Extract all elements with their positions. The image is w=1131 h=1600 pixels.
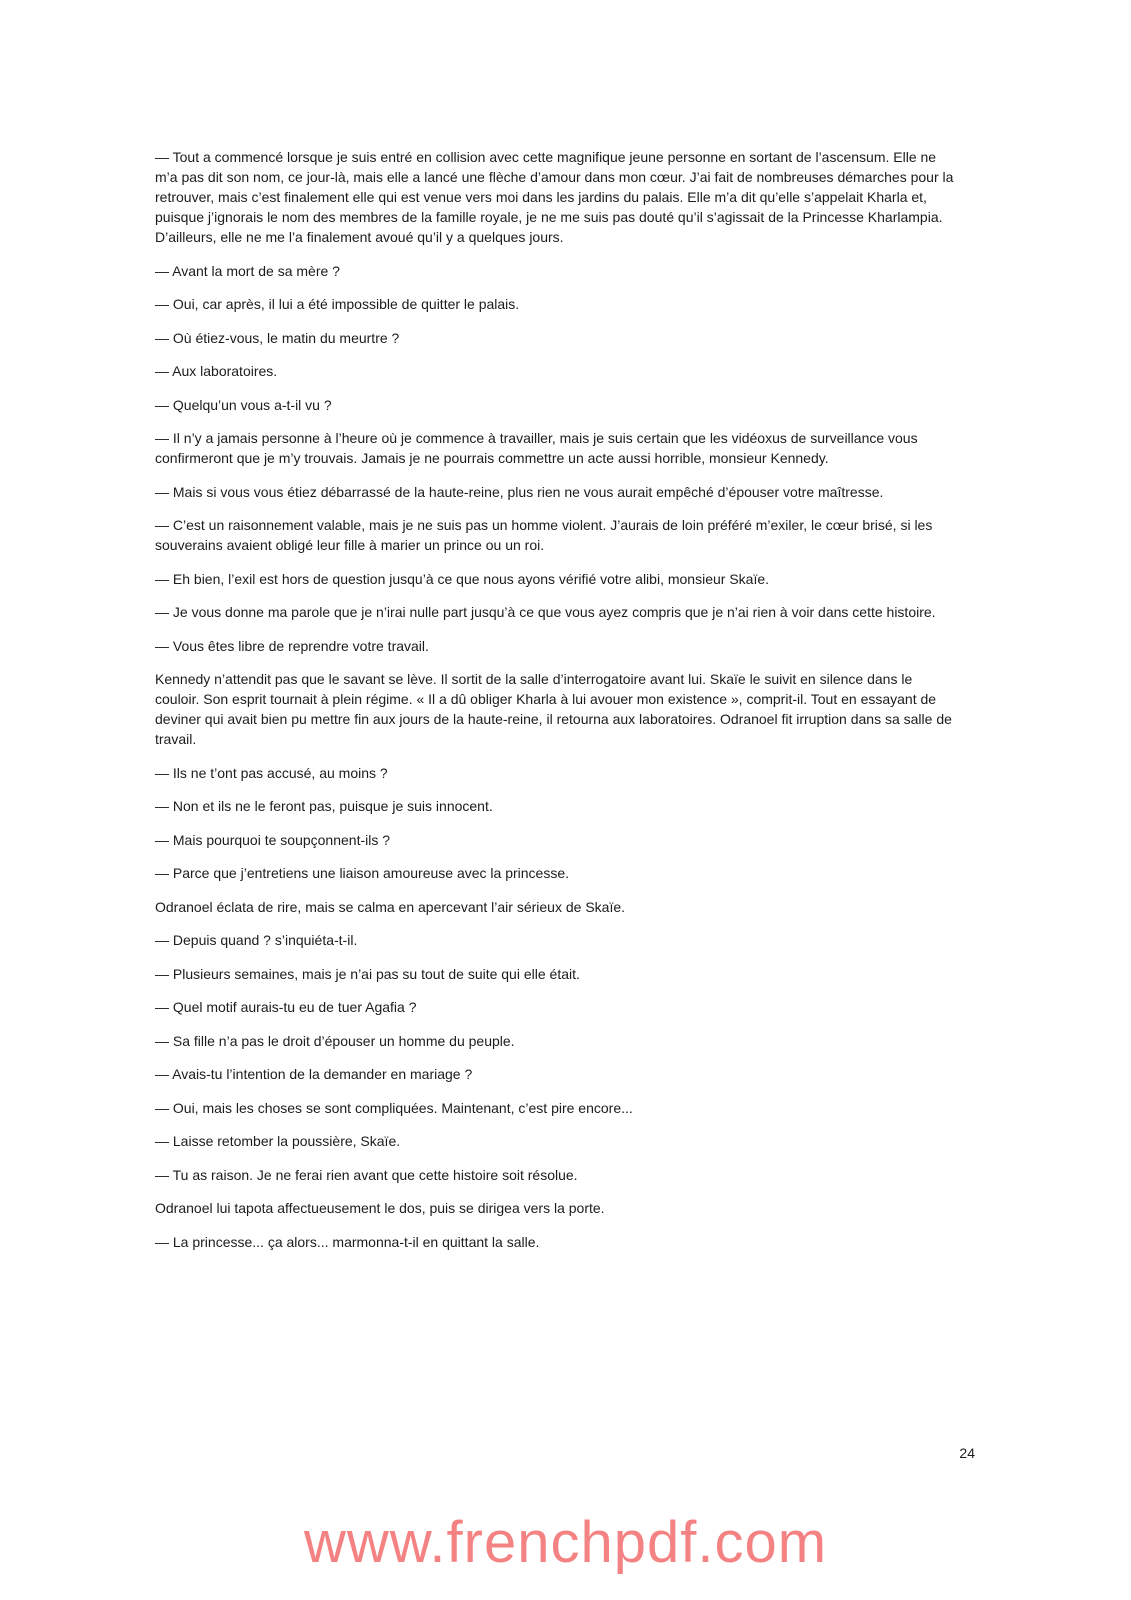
paragraph: — Il n’y a jamais personne à l’heure où je commence à travailler, mais je suis certain que les vidéoxus de surveillance vous confirmeront que je m’y trouvais. Jamais je ne pourrais commettre un acte aussi horrible, monsieur Kennedy.: [155, 430, 918, 466]
paragraph: Kennedy n’attendit pas que le savant se lève. Il sortit de la salle d’interrogatoire avant lui. Skaïe le suivit en silence dans le couloir. Son esprit tournait à plein régime. « Il a dû obliger Kharla à lui avouer mon existence », comprit-il. Tout en essayant de deviner qui avait bien pu mettre fin aux jours de la haute-reine, il retourna aux laboratoires. Odranoel fit irruption dans sa salle de travail.: [155, 671, 952, 747]
paragraph: — Mais pourquoi te soupçonnent-ils ?: [155, 831, 391, 848]
paragraph: Odranoel lui tapota affectueusement le dos, puis se dirigea vers la porte.: [155, 1200, 605, 1216]
paragraph: — Aux laboratoires.: [155, 363, 278, 379]
paragraph: Odranoel éclata de rire, mais se calma en apercevant l’air sérieux de Skaïe.: [155, 898, 626, 915]
paragraph: — Quel motif aurais-tu eu de tuer Agafia ?: [155, 999, 417, 1015]
paragraph: — Parce que j’entretiens une liaison amoureuse avec la princesse.: [155, 865, 570, 881]
paragraph: — Avant la mort de sa mère ?: [155, 262, 340, 279]
paragraph: — Je vous donne ma parole que je n’irai nulle part jusqu’à ce que vous ayez compris que je n’ai rien à voir dans cette histoire.: [155, 604, 936, 620]
page-number: 24: [959, 1445, 975, 1461]
paragraph: — Laisse retomber la poussière, Skaïe.: [155, 1133, 401, 1149]
paragraph: — Avais-tu l’intention de la demander en mariage ?: [155, 1066, 473, 1082]
paragraph: — Sa fille n’a pas le droit d’épouser un homme du peuple.: [155, 1032, 515, 1049]
paragraph: — La princesse... ça alors... marmonna-t-il en quittant la salle.: [155, 1233, 540, 1250]
paragraph: — Ils ne t’ont pas accusé, au moins ?: [155, 764, 388, 781]
text-block: [155, 147, 960, 1265]
paragraph: — Quelqu’un vous a-t-il vu ?: [155, 396, 332, 413]
watermark-link[interactable]: www.frenchpdf.com: [303, 1510, 828, 1575]
paragraph: — Eh bien, l’exil est hors de question jusqu’à ce que nous ayons vérifié votre alibi, monsieur Skaïe.: [155, 570, 770, 587]
paragraph: — Oui, car après, il lui a été impossible de quitter le palais.: [155, 296, 520, 312]
paragraph: — Depuis quand ? s’inquiéta-t-il.: [155, 932, 358, 948]
paragraph: — Oui, mais les choses se sont compliquées. Maintenant, c’est pire encore...: [155, 1099, 633, 1116]
paragraph: — Non et ils ne le feront pas, puisque je suis innocent.: [155, 798, 493, 814]
paragraph: — C’est un raisonnement valable, mais je ne suis pas un homme violent. J’aurais de loin préféré m’exiler, le cœur brisé, si les souverains avaient obligé leur fille à marier un prince ou un roi.: [155, 517, 933, 553]
paragraph: — Vous êtes libre de reprendre votre travail.: [155, 637, 429, 654]
paragraph: — Mais si vous vous étiez débarrassé de la haute-reine, plus rien ne vous aurait empêché d’épouser votre maîtresse.: [155, 483, 884, 500]
paragraph: — Où étiez-vous, le matin du meurtre ?: [155, 329, 400, 346]
paragraph: — Tu as raison. Je ne ferai rien avant que cette histoire soit résolue.: [155, 1166, 578, 1183]
paragraph: — Tout a commencé lorsque je suis entré en collision avec cette magnifique jeune personne en sortant de l’ascensum. Elle ne m’a pas dit son nom, ce jour-là, mais elle a lancé une flèche d’amour dans mon cœur. J’ai fait de nombreuses démarches pour la retrouver, mais c’est finalement elle qui est venue vers moi dans les jardins du palais. Elle m’a dit qu’elle s’appelait Kharla et, puisque j’ignorais le nom des membres de la famille royale, je ne me suis pas douté qu’il s’agissait de la Princesse Kharlampia. D’ailleurs, elle ne me l’a finalement avoué qu’il y a quelques jours.: [155, 149, 954, 245]
paragraph: — Plusieurs semaines, mais je n’ai pas su tout de suite qui elle était.: [155, 965, 580, 982]
